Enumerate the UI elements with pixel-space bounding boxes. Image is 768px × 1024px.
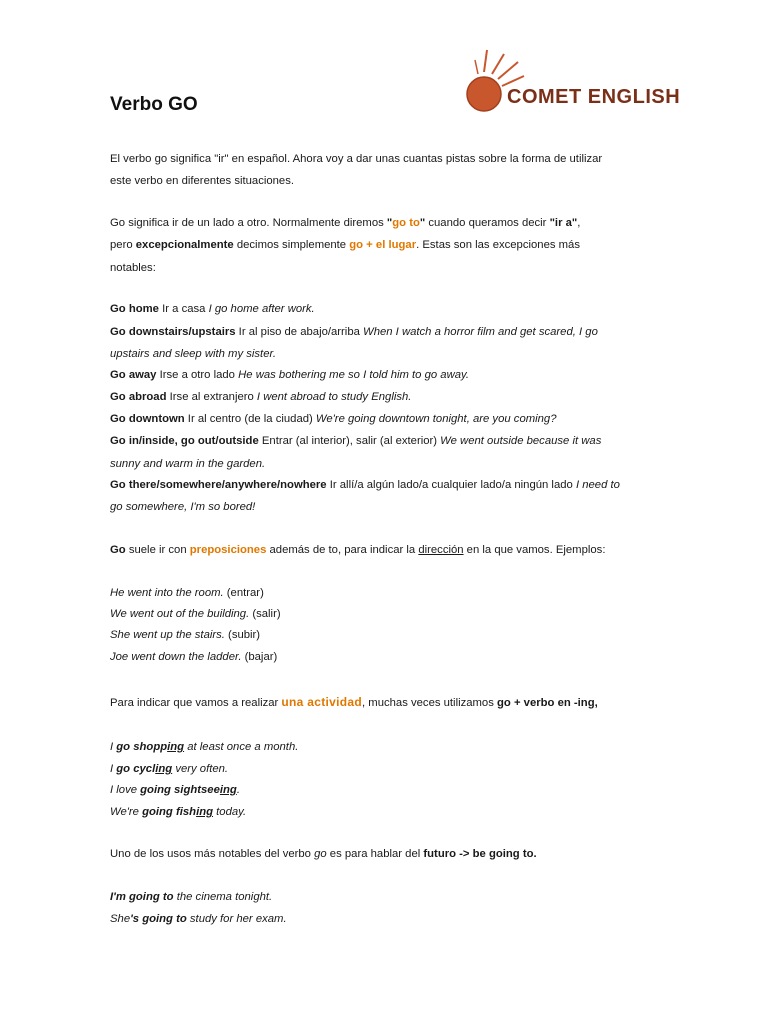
s: . (236, 784, 240, 796)
meaning: Ir a casa (158, 303, 209, 315)
meaning: Ir allí/a algún lado/a cualquier lado/a ningún lado (326, 479, 576, 491)
intro-line-1: El verbo go significa "ir" en español. Ahora voy a dar unas cuantas pistas sobre la forma de utilizar (110, 153, 603, 165)
s: cycl (130, 763, 156, 775)
s: today. (213, 806, 247, 818)
ir-a-bold: "ir a" (549, 217, 578, 229)
sentence: He was bothering me so I told him to go away. (238, 369, 469, 381)
s: I (110, 763, 117, 775)
future-line (110, 843, 537, 865)
text: pero (110, 239, 136, 251)
example-go-downtown (110, 408, 557, 430)
ing-underline: ing (167, 741, 185, 753)
prep-example (110, 582, 264, 604)
s: very often. (172, 763, 229, 775)
sentence: We're going downtown tonight, are you coming? (315, 413, 557, 425)
example-go-abroad (110, 386, 411, 408)
meaning: Irse a otro lado (156, 369, 239, 381)
go-el-lugar-highlight: go + el lugar (349, 239, 417, 251)
page-title: Verbo GO (110, 94, 198, 115)
example-go-in-out-cont (110, 453, 265, 475)
excepcionalmente-bold: excepcionalmente (135, 239, 234, 251)
example-go-away (110, 364, 469, 386)
ing-example (110, 779, 240, 801)
phrase: Go away (110, 369, 157, 381)
sentence: I need to (575, 479, 620, 491)
go-italic: go (314, 848, 327, 860)
ing-example (110, 736, 298, 758)
example-go-downstairs (110, 321, 598, 343)
s: I (110, 741, 117, 753)
text: decimos simplemente (233, 239, 350, 251)
s: shopp (130, 741, 168, 753)
meaning: Irse al extranjero (166, 391, 257, 403)
sentence: He went into the room. (110, 587, 224, 599)
prepositions-line (110, 539, 605, 561)
s: go (116, 741, 131, 753)
prep-example (110, 646, 277, 668)
s: I'm going to (110, 891, 174, 903)
text: . Estas son las excepciones más (416, 239, 580, 251)
example-go-there-cont (110, 496, 255, 518)
go-bold: Go (110, 544, 126, 556)
para2-line-3: notables: (110, 262, 156, 274)
quote: " (386, 217, 393, 229)
ing-underline: ing (196, 806, 214, 818)
ing-underline: ing (155, 763, 173, 775)
example-go-downstairs-cont (110, 343, 276, 365)
example-go-in-out (110, 430, 601, 452)
future-example (110, 908, 287, 930)
text: en la que vamos. Ejemplos: (463, 544, 606, 556)
phrase: Go abroad (110, 391, 167, 403)
s: go (116, 763, 131, 775)
preposiciones-highlight: preposiciones (189, 544, 267, 556)
go-verbo-ing-bold: go + verbo en -ing, (497, 697, 598, 709)
meaning: (salir) (249, 608, 281, 620)
prep-example (110, 603, 281, 625)
meaning: Ir al piso de abajo/arriba (235, 326, 364, 338)
sentence: We went out of the building. (110, 608, 250, 620)
activity-line (110, 691, 598, 713)
s: I love (110, 784, 141, 796)
sentence: sunny and warm in the garden. (110, 458, 266, 470)
phrase: Go in/inside, go out/outside (110, 435, 259, 447)
s: 's going to (130, 913, 187, 925)
para2-line-1 (110, 212, 580, 234)
sentence: When I watch a horror film and get scared, I go (363, 326, 598, 338)
sentence: Joe went down the ladder. (110, 651, 242, 663)
prep-example (110, 624, 260, 646)
direccion-underline: dirección (418, 544, 464, 556)
phrase: Go downtown (110, 413, 185, 425)
phrase: Go home (110, 303, 159, 315)
meaning: Entrar (al interior), salir (al exterior) (258, 435, 441, 447)
ing-example (110, 758, 228, 780)
example-go-there (110, 474, 620, 496)
quote: " (419, 217, 426, 229)
s: She (110, 913, 131, 925)
una-actividad-highlight: una actividad (281, 695, 363, 709)
meaning: (subir) (224, 629, 261, 641)
text: además de to, para indicar la (266, 544, 419, 556)
para2-line-2 (110, 234, 580, 256)
text: Uno de los usos más notables del verbo (110, 848, 315, 860)
text: Para indicar que vamos a realizar (110, 697, 282, 709)
s: study for her exam. (186, 913, 287, 925)
text: cuando queramos decir (425, 217, 550, 229)
phrase: Go there/somewhere/anywhere/nowhere (110, 479, 327, 491)
meaning: Ir al centro (de la ciudad) (184, 413, 316, 425)
sentence: We went outside because it was (440, 435, 602, 447)
s: We're (110, 806, 143, 818)
ing-example (110, 801, 246, 823)
text: suele ir con (125, 544, 190, 556)
s: at least once a month. (184, 741, 299, 753)
future-example (110, 886, 272, 908)
s: the cinema tonight. (173, 891, 273, 903)
meaning: (entrar) (223, 587, 264, 599)
example-go-home (110, 298, 315, 320)
text: , muchas veces utilizamos (362, 697, 497, 709)
comet-english-logo (462, 46, 702, 118)
go-to-highlight: go to (392, 217, 420, 229)
future-bold: futuro -> be going to. (423, 848, 537, 860)
phrase: Go downstairs/upstairs (110, 326, 236, 338)
ing-underline: ing (219, 784, 237, 796)
text: Go significa ir de un lado a otro. Normalmente diremos (110, 217, 387, 229)
s: going fish (142, 806, 197, 818)
sentence: She went up the stairs. (110, 629, 225, 641)
intro-line-2: este verbo en diferentes situaciones. (110, 175, 294, 187)
text: , (577, 217, 581, 229)
sentence: go somewhere, I'm so bored! (110, 501, 256, 513)
meaning: (bajar) (241, 651, 278, 663)
sentence: upstairs and sleep with my sister. (110, 348, 276, 360)
s: going sightsee (140, 784, 220, 796)
sentence: I go home after work. (208, 303, 315, 315)
sentence: I went abroad to study English. (256, 391, 412, 403)
logo-text: COMET ENGLISH (507, 86, 681, 108)
text: es para hablar del (326, 848, 424, 860)
